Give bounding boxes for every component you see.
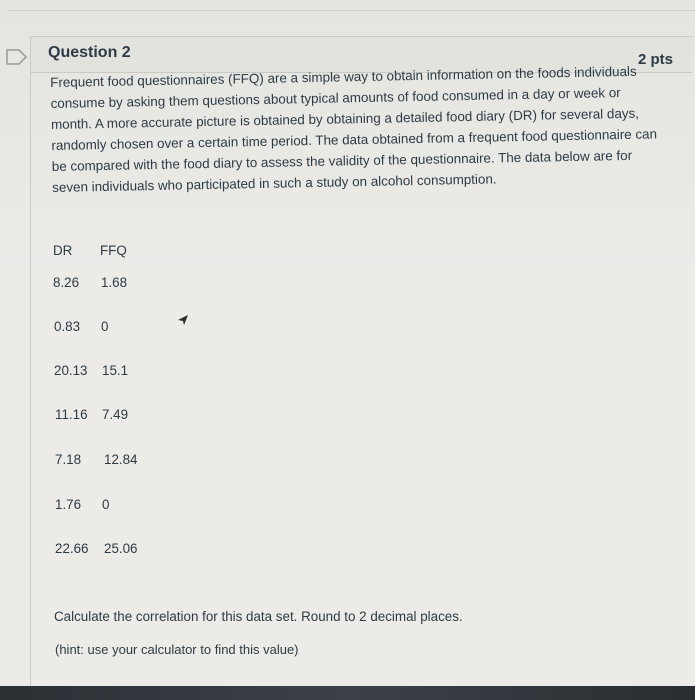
mouse-cursor-icon bbox=[177, 313, 189, 331]
intro-line: month. A more accurate picture is obtained by obtaining a detailed food diary (DR) for several days, bbox=[50, 105, 640, 132]
dr-value: 11.16 bbox=[55, 407, 88, 422]
ffq-value: 0 bbox=[102, 497, 110, 512]
top-divider bbox=[8, 10, 695, 11]
question-prompt: Calculate the correlation for this data set. Round to 2 decimal places. bbox=[54, 609, 463, 624]
dr-value: 1.76 bbox=[55, 497, 82, 512]
bookmark-icon[interactable] bbox=[6, 49, 28, 65]
intro-line: randomly chosen over a certain time period. The data obtained from a frequent food questionnaire can bbox=[51, 126, 658, 153]
dr-value: 22.66 bbox=[55, 541, 89, 556]
dr-value: 0.83 bbox=[54, 319, 81, 334]
ffq-value: 12.84 bbox=[104, 452, 138, 467]
points-label: 2 pts bbox=[637, 51, 673, 68]
question-title: Question 2 bbox=[48, 44, 131, 61]
question-hint: (hint: use your calculator to find this value) bbox=[55, 642, 299, 657]
intro-line: be compared with the food diary to assess the validity of the questionnaire. The data below are for bbox=[51, 147, 633, 174]
intro-line: seven individuals who participated in such a study on alcohol consumption. bbox=[52, 171, 497, 195]
dr-value: 8.26 bbox=[53, 275, 80, 290]
ffq-value: 0 bbox=[101, 319, 109, 334]
ffq-value: 25.06 bbox=[104, 541, 138, 556]
dr-value: 7.18 bbox=[55, 452, 82, 467]
intro-line: consume by asking them questions about typical amounts of food consumed in a day or week or bbox=[50, 85, 621, 111]
header-dr: DR bbox=[53, 243, 73, 258]
ffq-value: 1.68 bbox=[101, 275, 128, 290]
ffq-value: 15.1 bbox=[102, 363, 129, 378]
question-intro bbox=[50, 60, 682, 198]
ffq-value: 7.49 bbox=[102, 407, 129, 422]
dr-value: 20.13 bbox=[54, 363, 88, 378]
intro-line: Frequent food questionnaires (FFQ) are a simple way to obtain information on the foods individuals bbox=[50, 63, 637, 90]
header-ffq: FFQ bbox=[100, 243, 127, 258]
monitor-bezel bbox=[0, 686, 695, 700]
